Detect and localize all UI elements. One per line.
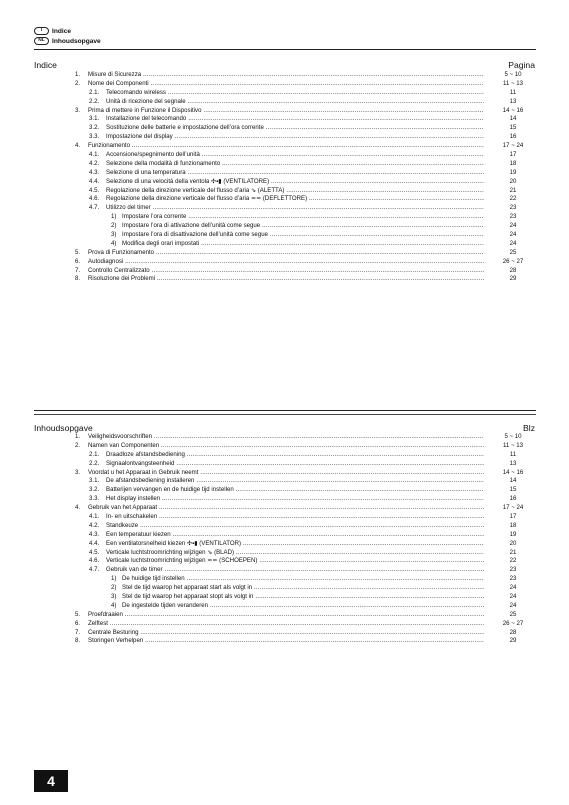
dutch-heading: Inhoudsopgave: [52, 37, 101, 45]
toc-entry-page: 21: [509, 548, 517, 556]
toc-entry-label: Controllo Centralizzato .....: [88, 267, 484, 276]
toc-entry: [34, 71, 536, 80]
toc-entry: [34, 240, 536, 249]
toc-entry: [34, 267, 536, 276]
toc-entry-label: Utilizzo del timer .....: [106, 204, 484, 213]
toc-entry: [34, 611, 536, 620]
italian-heading: Indice: [52, 27, 72, 35]
toc-entry-number: 7.: [75, 266, 81, 274]
toc-entry-page: 20: [509, 177, 517, 185]
toc-entry: [34, 133, 536, 142]
toc-entry-number: 1.: [75, 433, 81, 440]
toc-entry-label: Namen van Componenten .....: [88, 442, 484, 451]
toc-entry: [34, 442, 536, 451]
toc-entry-label: Unità di ricezione del segnale .....: [106, 98, 484, 107]
toc-entry-number: 2.1.: [89, 88, 100, 96]
toc-entry-page: 24: [509, 593, 517, 601]
toc-entry: [34, 195, 536, 204]
toc-entry-page: 18: [509, 521, 517, 529]
toc-entry-number: 2): [111, 584, 117, 592]
toc-entry-page: 15: [509, 486, 517, 494]
toc-entry-label: De ingestelde tijden veranderen .....: [122, 602, 484, 611]
toc-entry-page: 17: [509, 513, 517, 521]
toc-entry-label: Modifica degli orari impostati .....: [122, 240, 484, 249]
toc-entry-label: Selezione di una velocità della ventola ✣▪▮ (VENTILATORE) .....: [106, 178, 484, 187]
toc-entry-label: Impostare l’ora di attivazione dell’unità come segue .....: [122, 222, 484, 231]
toc-entry-label: Impostazione del display .....: [106, 133, 484, 142]
toc-entry: [34, 258, 536, 267]
language-tag-italian: [34, 27, 71, 35]
toc-entry-page: 16: [509, 133, 517, 141]
toc-entry-label: Centrale Besturing .....: [88, 629, 484, 638]
toc-entry: [34, 89, 536, 98]
toc-entry: [34, 178, 536, 187]
toc-entry-page: 11: [509, 88, 517, 96]
toc-entry-label: Signaalontvangsteenheid .....: [106, 460, 484, 469]
toc-entry-label: Prova di Funzionamento .....: [88, 249, 484, 258]
toc-entry-label: Gebruik van het Apparaat .....: [88, 504, 484, 513]
toc-entry: [34, 160, 536, 169]
toc-entry: [34, 204, 536, 213]
toc-entry-number: 4.1.: [89, 513, 100, 521]
toc-entry: [34, 187, 536, 196]
toc-entry-page: 24: [509, 584, 517, 592]
toc-entry-page: 28: [509, 266, 517, 274]
toc-entry: [34, 151, 536, 160]
dutch-toc-title: Inhoudsopgave: [34, 423, 93, 433]
toc-entry-label: Impostare l’ora di disattivazione dell’unità come segue .....: [122, 231, 484, 240]
toc-entry-page: 14 ~ 16: [502, 468, 524, 476]
toc-entry-number: 3.2.: [89, 486, 100, 494]
italian-flag-badge: I: [34, 27, 49, 35]
toc-entry-label: Selezione della modalità di funzionamento .....: [106, 160, 484, 169]
toc-entry: [34, 124, 536, 133]
toc-entry-label: In- en uitschakelen .....: [106, 513, 484, 522]
toc-entry-label: Batterijen vervangen en de huidige tijd instellen .....: [106, 486, 484, 495]
toc-entry-label: Installazione del telecomando .....: [106, 115, 484, 124]
toc-entry-label: Verticale luchtstroomrichting wijzigen ⇘ (BLAD) .....: [106, 549, 484, 558]
toc-entry: [34, 469, 536, 478]
toc-entry-label: Een temperatuur kiezen .....: [106, 531, 484, 540]
language-tag-dutch: [34, 37, 101, 45]
toc-entry-label: Autodiagnosi .....: [88, 258, 484, 267]
toc-entry-label: Prima di mettere in Funzione il Dispositivo .....: [88, 107, 484, 116]
toc-entry-number: 4): [111, 239, 117, 247]
toc-entry-number: 1.: [75, 71, 81, 78]
toc-entry-page: 22: [509, 195, 517, 203]
toc-entry-number: 2): [111, 222, 117, 230]
toc-entry-page: 14: [509, 115, 517, 123]
toc-entry-label: Risoluzione dei Problemi .....: [88, 275, 484, 284]
toc-entry-label: Het display instellen .....: [106, 495, 484, 504]
section-divider: [34, 410, 536, 411]
toc-entry-label: Voordat u het Apparaat in Gebruik neemt .....: [88, 469, 484, 478]
toc-entry-label: Misure di Sicurezza .....: [88, 71, 484, 80]
toc-entry-number: 6.: [75, 257, 81, 265]
toc-entry-number: 1): [111, 575, 117, 583]
toc-entry: [34, 460, 536, 469]
toc-entry-number: 2.2.: [89, 459, 100, 467]
toc-entry-page: 21: [509, 186, 517, 194]
toc-entry-page: 23: [509, 204, 517, 212]
toc-entry-page: 17 ~ 24: [502, 504, 524, 512]
dutch-page-column-title: Blz: [523, 423, 535, 433]
toc-entry-number: 7.: [75, 628, 81, 636]
toc-entry-label: Nome dei Componenti .....: [88, 80, 484, 89]
toc-entry-number: 4.6.: [89, 195, 100, 203]
toc-entry-page: 29: [509, 275, 517, 283]
toc-entry: [34, 275, 536, 284]
toc-entry: [34, 629, 536, 638]
toc-entry-number: 6.: [75, 619, 81, 627]
toc-entry-number: 3.2.: [89, 124, 100, 132]
toc-entry-number: 8.: [75, 637, 81, 645]
toc-entry-page: 24: [509, 239, 517, 247]
toc-entry-label: De afstandsbediening installeren .....: [106, 477, 484, 486]
toc-entry-number: 2.1.: [89, 450, 100, 458]
toc-entry: [34, 477, 536, 486]
toc-entry-number: 3): [111, 231, 117, 239]
dutch-flag-badge: NL: [34, 37, 49, 45]
toc-entry-page: 22: [509, 557, 517, 565]
toc-entry: [34, 620, 536, 629]
toc-entry-page: 20: [509, 539, 517, 547]
toc-entry-number: 4.7.: [89, 204, 100, 212]
toc-entry: [34, 486, 536, 495]
toc-entry-number: 4.: [75, 142, 81, 150]
toc-entry-number: 2.: [75, 79, 81, 87]
toc-entry-page: 5 ~ 10: [504, 71, 522, 78]
toc-entry-page: 11 ~ 13: [502, 79, 524, 87]
toc-entry: [34, 142, 536, 151]
toc-entry-page: 17: [509, 151, 517, 159]
toc-entry: [34, 637, 536, 646]
toc-entry-label: Sostituzione delle batterie e impostazione dell’ora corrente .....: [106, 124, 484, 133]
toc-entry-page: 14 ~ 16: [502, 106, 524, 114]
toc-entry-page: 26 ~ 27: [502, 257, 524, 265]
toc-entry-label: Gebruik van de timer .....: [106, 566, 484, 575]
italian-page-column-title: Pagina: [508, 60, 535, 70]
toc-entry: [34, 107, 536, 116]
toc-entry-page: 17 ~ 24: [502, 142, 524, 150]
toc-entry-label: Regolazione della direzione verticale del flusso d’aria ≂≂ (DEFLETTORE) .....: [106, 195, 484, 204]
toc-entry-number: 5.: [75, 248, 81, 256]
toc-entry-page: 13: [509, 97, 517, 105]
toc-entry: [34, 169, 536, 178]
toc-entry-page: 15: [509, 124, 517, 132]
toc-entry-page: 18: [509, 159, 517, 167]
toc-entry-number: 4.5.: [89, 548, 100, 556]
toc-entry: [34, 433, 536, 442]
toc-entry: [34, 531, 536, 540]
toc-entry-number: 3.: [75, 468, 81, 476]
toc-entry: [34, 522, 536, 531]
toc-entry-number: 3): [111, 593, 117, 601]
toc-entry-page: 13: [509, 459, 517, 467]
toc-entry-number: 4): [111, 601, 117, 609]
toc-entry: [34, 231, 536, 240]
toc-entry: [34, 80, 536, 89]
toc-entry-page: 16: [509, 495, 517, 503]
toc-entry-label: Zelftest .....: [88, 620, 484, 629]
header-divider: [34, 49, 536, 50]
toc-entry-page: 11: [509, 450, 517, 458]
toc-entry-page: 29: [509, 637, 517, 645]
toc-entry-number: 4.3.: [89, 530, 100, 538]
toc-entry-page: 11 ~ 13: [502, 441, 524, 449]
toc-entry-page: 19: [509, 168, 517, 176]
toc-entry-page: 26 ~ 27: [502, 619, 524, 627]
toc-entry-number: 4.: [75, 504, 81, 512]
toc-entry-page: 23: [509, 566, 517, 574]
toc-entry: [34, 451, 536, 460]
italian-toc-title: Indice: [34, 60, 57, 70]
toc-entry-number: 4.4.: [89, 177, 100, 185]
toc-entry-label: Accensione/spegnimento dell’unità .....: [106, 151, 484, 160]
toc-entry-number: 1): [111, 213, 117, 221]
toc-entry-label: Storingen Verhelpen .....: [88, 637, 484, 646]
toc-entry: [34, 513, 536, 522]
toc-entry-page: 24: [509, 601, 517, 609]
toc-entry-number: 8.: [75, 275, 81, 283]
toc-entry-number: 4.5.: [89, 186, 100, 194]
toc-entry-number: 4.2.: [89, 521, 100, 529]
toc-entry: [34, 602, 536, 611]
toc-entry-page: 23: [509, 213, 517, 221]
toc-entry-label: Standkeuze .....: [106, 522, 484, 531]
toc-entry-number: 4.1.: [89, 151, 100, 159]
toc-entry: [34, 98, 536, 107]
toc-entry-number: 2.2.: [89, 97, 100, 105]
toc-entry-number: 3.3.: [89, 495, 100, 503]
dutch-toc: [34, 433, 536, 646]
toc-entry: [34, 213, 536, 222]
toc-entry-page: 24: [509, 231, 517, 239]
toc-entry: [34, 222, 536, 231]
toc-entry-label: Veiligheidsvoorschriften .....: [88, 433, 484, 442]
toc-entry-number: 4.3.: [89, 168, 100, 176]
toc-entry-page: 25: [509, 248, 517, 256]
toc-entry-label: Stel de tijd waarop het apparaat start als volgt in .....: [122, 584, 484, 593]
toc-entry-page: 19: [509, 530, 517, 538]
toc-entry-label: Stel de tijd waarop het apparaat stopt als volgt in .....: [122, 593, 484, 602]
toc-entry-number: 2.: [75, 441, 81, 449]
toc-entry-page: 14: [509, 477, 517, 485]
toc-entry-page: 28: [509, 628, 517, 636]
toc-entry-number: 4.2.: [89, 159, 100, 167]
toc-entry: [34, 557, 536, 566]
toc-entry-number: 4.6.: [89, 557, 100, 565]
toc-entry-number: 3.: [75, 106, 81, 114]
toc-entry: [34, 584, 536, 593]
toc-entry-label: Een ventilatorsnelheid kiezen ✣▪▮ (VENTILATOR) .....: [106, 540, 484, 549]
toc-entry-number: 3.1.: [89, 477, 100, 485]
toc-entry-label: Regolazione della direzione verticale del flusso d’aria ⇘ (ALETTA) .....: [106, 187, 484, 196]
toc-entry-number: 4.4.: [89, 539, 100, 547]
toc-entry-label: Selezione di una temperatura .....: [106, 169, 484, 178]
toc-entry: [34, 115, 536, 124]
toc-entry-label: Impostare l’ora corrente .....: [122, 213, 484, 222]
toc-entry-page: 5 ~ 10: [504, 433, 522, 440]
toc-entry-label: Telecomando wireless .....: [106, 89, 484, 98]
toc-entry: [34, 593, 536, 602]
toc-entry-number: 4.7.: [89, 566, 100, 574]
toc-entry-label: De huidige tijd instellen .....: [122, 575, 484, 584]
toc-entry: [34, 495, 536, 504]
toc-entry-page: 23: [509, 575, 517, 583]
toc-entry-label: Verticale luchtstroomrichting wijzigen ≂≂ (SCHOEPEN) .....: [106, 557, 484, 566]
toc-entry: [34, 566, 536, 575]
toc-entry-number: 5.: [75, 610, 81, 618]
toc-entry: [34, 249, 536, 258]
toc-entry-label: Proefdraaien .....: [88, 611, 484, 620]
toc-entry: [34, 549, 536, 558]
toc-entry-number: 3.1.: [89, 115, 100, 123]
toc-entry: [34, 540, 536, 549]
toc-entry-number: 3.3.: [89, 133, 100, 141]
toc-entry-page: 25: [509, 610, 517, 618]
toc-entry-label: Funzionamento .....: [88, 142, 484, 151]
toc-entry: [34, 575, 536, 584]
toc-entry-label: Draadloze afstandsbediening .....: [106, 451, 484, 460]
section-divider-thin: [34, 414, 536, 415]
toc-entry-page: 24: [509, 222, 517, 230]
page-number: 4: [34, 770, 68, 792]
toc-entry: [34, 504, 536, 513]
italian-toc: [34, 71, 536, 284]
